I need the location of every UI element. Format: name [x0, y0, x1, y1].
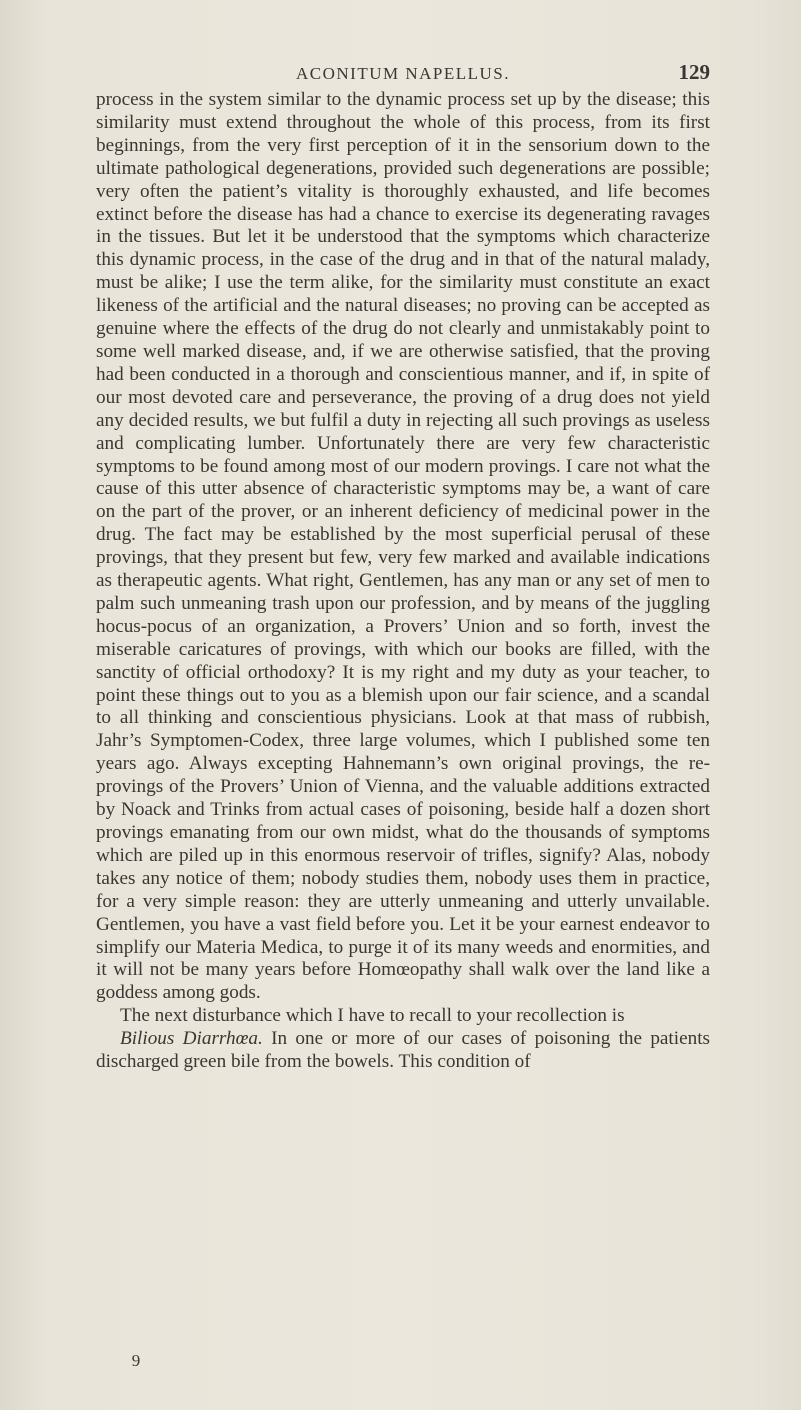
running-title: ACONITUM NAPELLUS. [296, 64, 510, 83]
paragraph-continued: process in the system similar to the dynamic process set up by the disease; this similarity must extend throughout the whole of this process, from its first beginnings, from the very first perception of it in the sensorium down to the ultimate pathological degenerations, provided such degenerations are possible; very often the patient’s vitality is thoroughly exhausted, and life becomes extinct before the disease has had a chance to exercise its degenerating ravages in the tissues. But let it be understood that the symptoms which characterize this dynamic process, in the case of the drug and in that of the natural malady, must be alike; I use the term alike, for the similarity must constitute an exact likeness of the artificial and the natural diseases; no proving can be accepted as genuine where the effects of the drug do not clearly and unmistakably point to some well marked disease, and, if we are otherwise satisfied, that the proving had been conducted in a thorough and conscientious manner, and if, in spite of our most devoted care and perseverance, the proving of a drug does not yield any decided results, we but fulfil a duty in rejecting all such provings as useless and complicating lumber. Unfortunately there are very few characteristic symptoms to be found among most of our modern provings. I care not what the cause of this utter absence of characteristic symptoms may be, a want of care on the part of the prover, or an inherent deficiency of medicinal power in the drug. The fact may be established by the most superficial perusal of these provings, that they present but few, very few marked and available indications as therapeutic agents. What right, Gentlemen, has any man or any set of men to palm such unmeaning trash upon our profession, and by means of the juggling hocus-pocus of an organization, a Provers’ Union and so forth, invest the miserable caricatures of provings, with which our books are filled, with the sanctity of official orthodoxy? It is my right and my duty as your teacher, to point these things out to you as a blemish upon our fair science, and a scandal to all thinking and conscientious physicians. Look at that mass of rubbish, Jahr’s Symptomen-Codex, three large volumes, which I published some ten years ago. Always excepting Hahnemann’s own original provings, the re-provings of the Provers’ Union of Vienna, and the valuable additions extracted by Noack and Trinks from actual cases of poisoning, beside half a dozen short provings emanating from our own midst, what do the thousands of symptoms which are piled up in this enormous reservoir of trifles, signify? Alas, nobody takes any notice of them; nobody studies them, nobody uses them in practice, for a very simple reason: they are utterly unmeaning and utterly unvailable. Gentlemen, you have a vast field before you. Let it be your earnest endeavor to simplify our Materia Medica, to purge it of its many weeds and enormities, and it will not be many years before Homœopathy shall walk over the land like a goddess among gods. [96, 89, 710, 1004]
paragraph-next-disturbance: The next disturbance which I have to recall to your recollection is [120, 1005, 625, 1027]
paragraph-text: In one or more of our cases of poisoning the patients discharged green bile from the bowels. This condition of [96, 1028, 710, 1073]
running-head [96, 56, 710, 88]
section-heading-italic: Bilious Diarrhœa. [120, 1028, 263, 1050]
body-text [96, 89, 710, 1074]
page-number: 129 [678, 60, 710, 84]
signature-mark: 9 [131, 1351, 141, 1370]
paragraph-bilious-diarrhoea [96, 1028, 710, 1074]
